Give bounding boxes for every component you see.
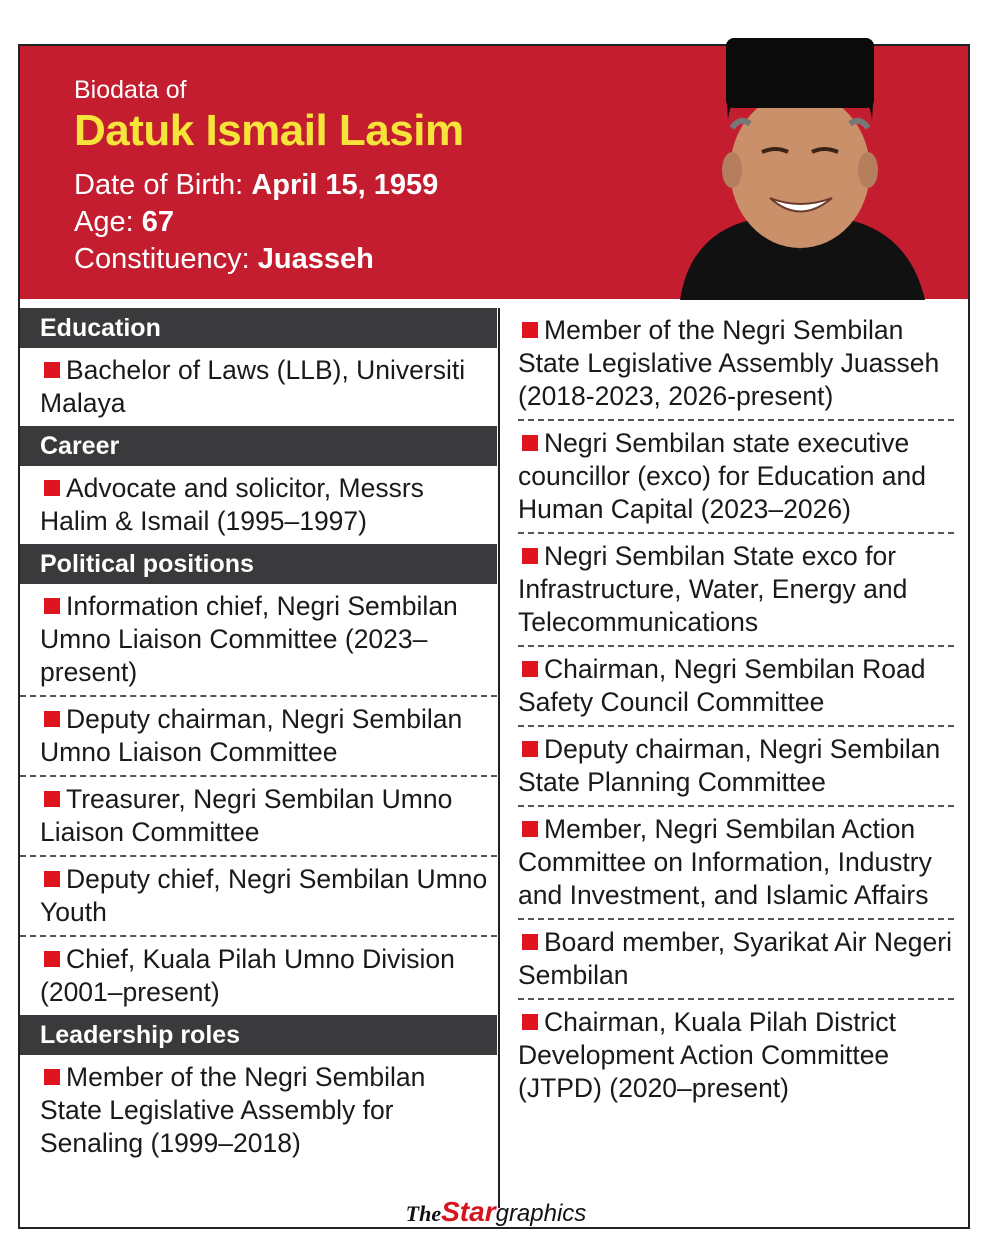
bullet-icon bbox=[44, 711, 60, 727]
list-item: Deputy chairman, Negri Sembilan State Planning Committee bbox=[518, 727, 954, 807]
pre-title: Biodata of bbox=[74, 76, 187, 104]
bullet-icon bbox=[522, 821, 538, 837]
constituency-label: Constituency: bbox=[74, 243, 258, 275]
section-career: Career bbox=[20, 426, 497, 466]
age-line bbox=[74, 206, 174, 239]
constituency-line bbox=[74, 243, 374, 276]
list-item: Negri Sembilan state executive councillor (exco) for Education and Human Capital (2023–2026) bbox=[518, 421, 954, 534]
bullet-icon bbox=[522, 322, 538, 338]
bullet-icon bbox=[522, 1014, 538, 1030]
list-item: Chairman, Negri Sembilan Road Safety Council Committee bbox=[518, 647, 954, 727]
dob-label: Date of Birth: bbox=[74, 169, 252, 201]
bullet-icon bbox=[522, 661, 538, 677]
infographic-frame bbox=[18, 44, 970, 1229]
left-column bbox=[20, 308, 497, 1166]
section-leadership: Leadership roles bbox=[20, 1015, 497, 1055]
section-political: Political positions bbox=[20, 544, 497, 584]
list-item: Member of the Negri Sembilan State Legislative Assembly for Senaling (1999–2018) bbox=[40, 1062, 426, 1158]
bullet-icon bbox=[44, 362, 60, 378]
section-education: Education bbox=[20, 308, 497, 348]
thestar-logo: TheStargraphics bbox=[405, 1196, 587, 1227]
portrait-image bbox=[670, 20, 930, 300]
list-item: Bachelor of Laws (LLB), Universiti Malaya bbox=[40, 355, 466, 418]
list-item: Member of the Negri Sembilan State Legislative Assembly Juasseh (2018-2023, 2026-present) bbox=[518, 308, 954, 421]
list-item: Information chief, Negri Sembilan Umno Liaison Committee (2023–present) bbox=[20, 584, 497, 697]
bullet-icon bbox=[44, 871, 60, 887]
bullet-icon bbox=[44, 1069, 60, 1085]
bullet-icon bbox=[44, 951, 60, 967]
bullet-icon bbox=[522, 934, 538, 950]
list-item: Negri Sembilan State exco for Infrastructure, Water, Energy and Telecommunications bbox=[518, 534, 954, 647]
constituency-value: Juasseh bbox=[257, 243, 374, 275]
list-item: Board member, Syarikat Air Negeri Sembilan bbox=[518, 920, 954, 1000]
age-value: 67 bbox=[141, 206, 174, 238]
bullet-icon bbox=[522, 435, 538, 451]
header-banner bbox=[20, 46, 968, 299]
list-item: Treasurer, Negri Sembilan Umno Liaison Committee bbox=[20, 777, 497, 857]
bullet-icon bbox=[44, 480, 60, 496]
bullet-icon bbox=[522, 548, 538, 564]
right-column bbox=[498, 308, 968, 1208]
dob-line bbox=[74, 169, 438, 202]
list-item: Advocate and solicitor, Messrs Halim & Ismail (1995–1997) bbox=[40, 473, 424, 536]
list-item: Chief, Kuala Pilah Umno Division (2001–present) bbox=[40, 944, 455, 1007]
bullet-icon bbox=[44, 598, 60, 614]
dob-value: April 15, 1959 bbox=[251, 169, 439, 201]
person-name: Datuk Ismail Lasim bbox=[74, 106, 464, 155]
list-item: Chairman, Kuala Pilah District Development Action Committee (JTPD) (2020–present) bbox=[518, 1007, 896, 1103]
list-item: Deputy chairman, Negri Sembilan Umno Liaison Committee bbox=[20, 697, 497, 777]
age-label: Age: bbox=[74, 206, 142, 238]
bullet-icon bbox=[522, 741, 538, 757]
list-item: Deputy chief, Negri Sembilan Umno Youth bbox=[20, 857, 497, 937]
bullet-icon bbox=[44, 791, 60, 807]
list-item: Member, Negri Sembilan Action Committee on Information, Industry and Investment, and Islamic Affairs bbox=[518, 807, 954, 920]
